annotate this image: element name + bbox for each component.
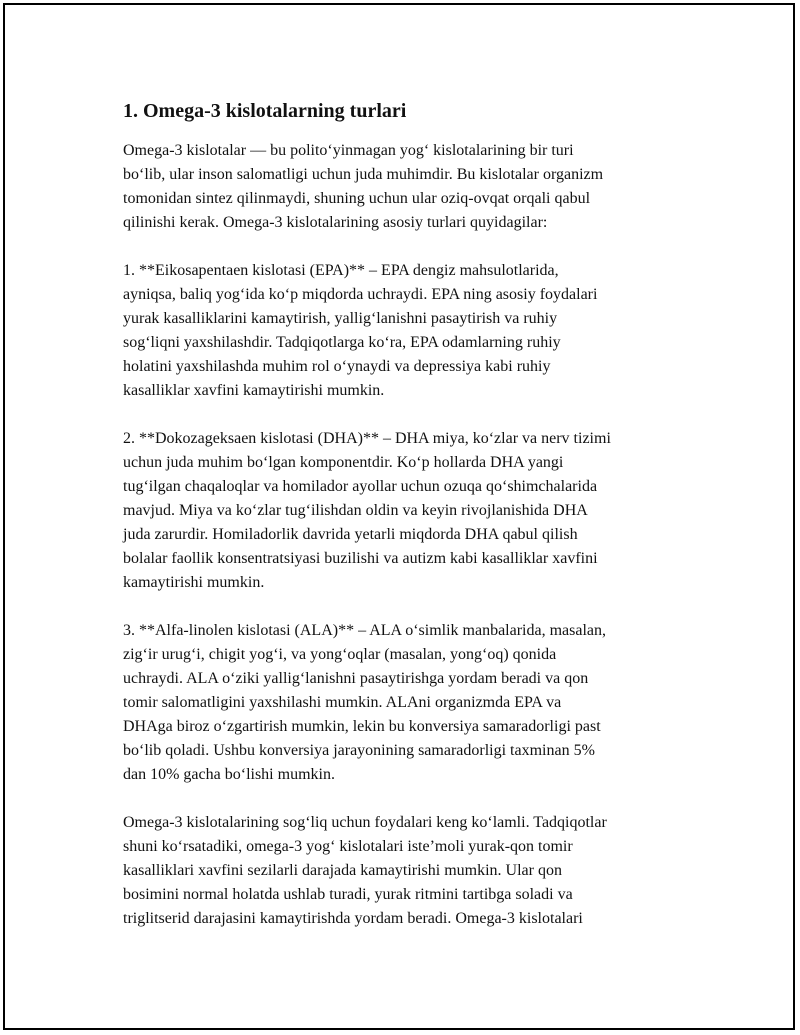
text-line: dan 10% gacha bo‘lishi mumkin.: [123, 766, 335, 783]
text-line: bolalar faollik konsentratsiyasi buzilishi va autizm kabi kasalliklar xavfini: [123, 550, 598, 567]
text-line: bo‘lib qoladi. Ushbu konversiya jarayonining samaradorligi taxminan 5%: [123, 742, 595, 759]
text-line: DHAga biroz o‘zgartirish mumkin, lekin bu konversiya samaradorligi past: [123, 718, 601, 735]
text-line: ayniqsa, baliq yog‘ida ko‘p miqdorda uchraydi. EPA ning asosiy foydalari: [123, 286, 598, 303]
text-line: qilinishi kerak. Omega-3 kislotalarining asosiy turlari quyidagilar:: [123, 214, 548, 231]
dha-paragraph: [123, 427, 703, 595]
text-line: kamaytirishi mumkin.: [123, 574, 265, 591]
benefits-paragraph: [123, 811, 703, 931]
text-line: 3. **Alfa-linolen kislotasi (ALA)** – ALA o‘simlik manbalarida, masalan,: [123, 622, 607, 639]
text-line: tomir salomatligini yaxshilashi mumkin. ALAni organizmda EPA va: [123, 694, 562, 711]
ala-paragraph: [123, 619, 703, 787]
text-line: shuni ko‘rsatadiki, omega-3 yog‘ kislotalari iste’moli yurak-qon tomir: [123, 838, 573, 855]
text-line: uchun juda muhim bo‘lgan komponentdir. Ko‘p hollarda DHA yangi: [123, 454, 564, 471]
text-line: Omega-3 kislotalarining sog‘liq uchun foydalari keng ko‘lamli. Tadqiqotlar: [123, 814, 607, 831]
intro-paragraph: [123, 139, 703, 235]
text-line: kasalliklari xavfini sezilarli darajada kamaytirishi mumkin. Ular qon: [123, 862, 562, 879]
text-line: 2. **Dokozageksaen kislotasi (DHA)** – DHA miya, ko‘zlar va nerv tizimi: [123, 430, 611, 447]
document-body: [123, 97, 703, 955]
text-line: bosimini normal holatda ushlab turadi, yurak ritmini tartibga soladi va: [123, 886, 573, 903]
text-line: kasalliklar xavfini kamaytirishi mumkin.: [123, 382, 385, 399]
text-line: tomonidan sintez qilinmaydi, shuning uchun ular oziq-ovqat orqali qabul: [123, 190, 591, 207]
text-line: triglitserid darajasini kamaytirishda yordam beradi. Omega-3 kislotalari: [123, 910, 583, 927]
text-line: yurak kasalliklarini kamaytirish, yallig‘lanishni pasaytirish va ruhiy: [123, 310, 558, 327]
text-line: 1. **Eikosapentaen kislotasi (EPA)** – EPA dengiz mahsulotlarida,: [123, 262, 559, 279]
text-line: mavjud. Miya va ko‘zlar tug‘ilishdan oldin va keyin rivojlanishida DHA: [123, 502, 588, 519]
page-frame: [3, 3, 795, 1030]
text-line: sog‘liqni yaxshilashdir. Tadqiqotlarga ko‘ra, EPA odamlarning ruhiy: [123, 334, 561, 351]
text-line: Omega-3 kislotalar — bu polito‘yinmagan yog‘ kislotalarining bir turi: [123, 142, 574, 159]
text-line: tug‘ilgan chaqaloqlar va homilador ayollar uchun ozuqa qo‘shimchalarida: [123, 478, 598, 495]
text-line: uchraydi. ALA o‘ziki yallig‘lanishni pasaytirishga yordam beradi va qon: [123, 670, 589, 687]
epa-paragraph: [123, 259, 703, 403]
text-line: juda zarurdir. Homiladorlik davrida yetarli miqdorda DHA qabul qilish: [123, 526, 578, 543]
text-line: holatini yaxshilashda muhim rol o‘ynaydi va depressiya kabi ruhiy: [123, 358, 551, 375]
document-heading: 1. Omega-3 kislotalarning turlari: [123, 100, 407, 122]
text-line: zig‘ir urug‘i, chigit yog‘i, va yong‘oqlar (masalan, yong‘oq) qonida: [123, 646, 557, 663]
text-line: bo‘lib, ular inson salomatligi uchun juda muhimdir. Bu kislotalar organizm: [123, 166, 604, 183]
